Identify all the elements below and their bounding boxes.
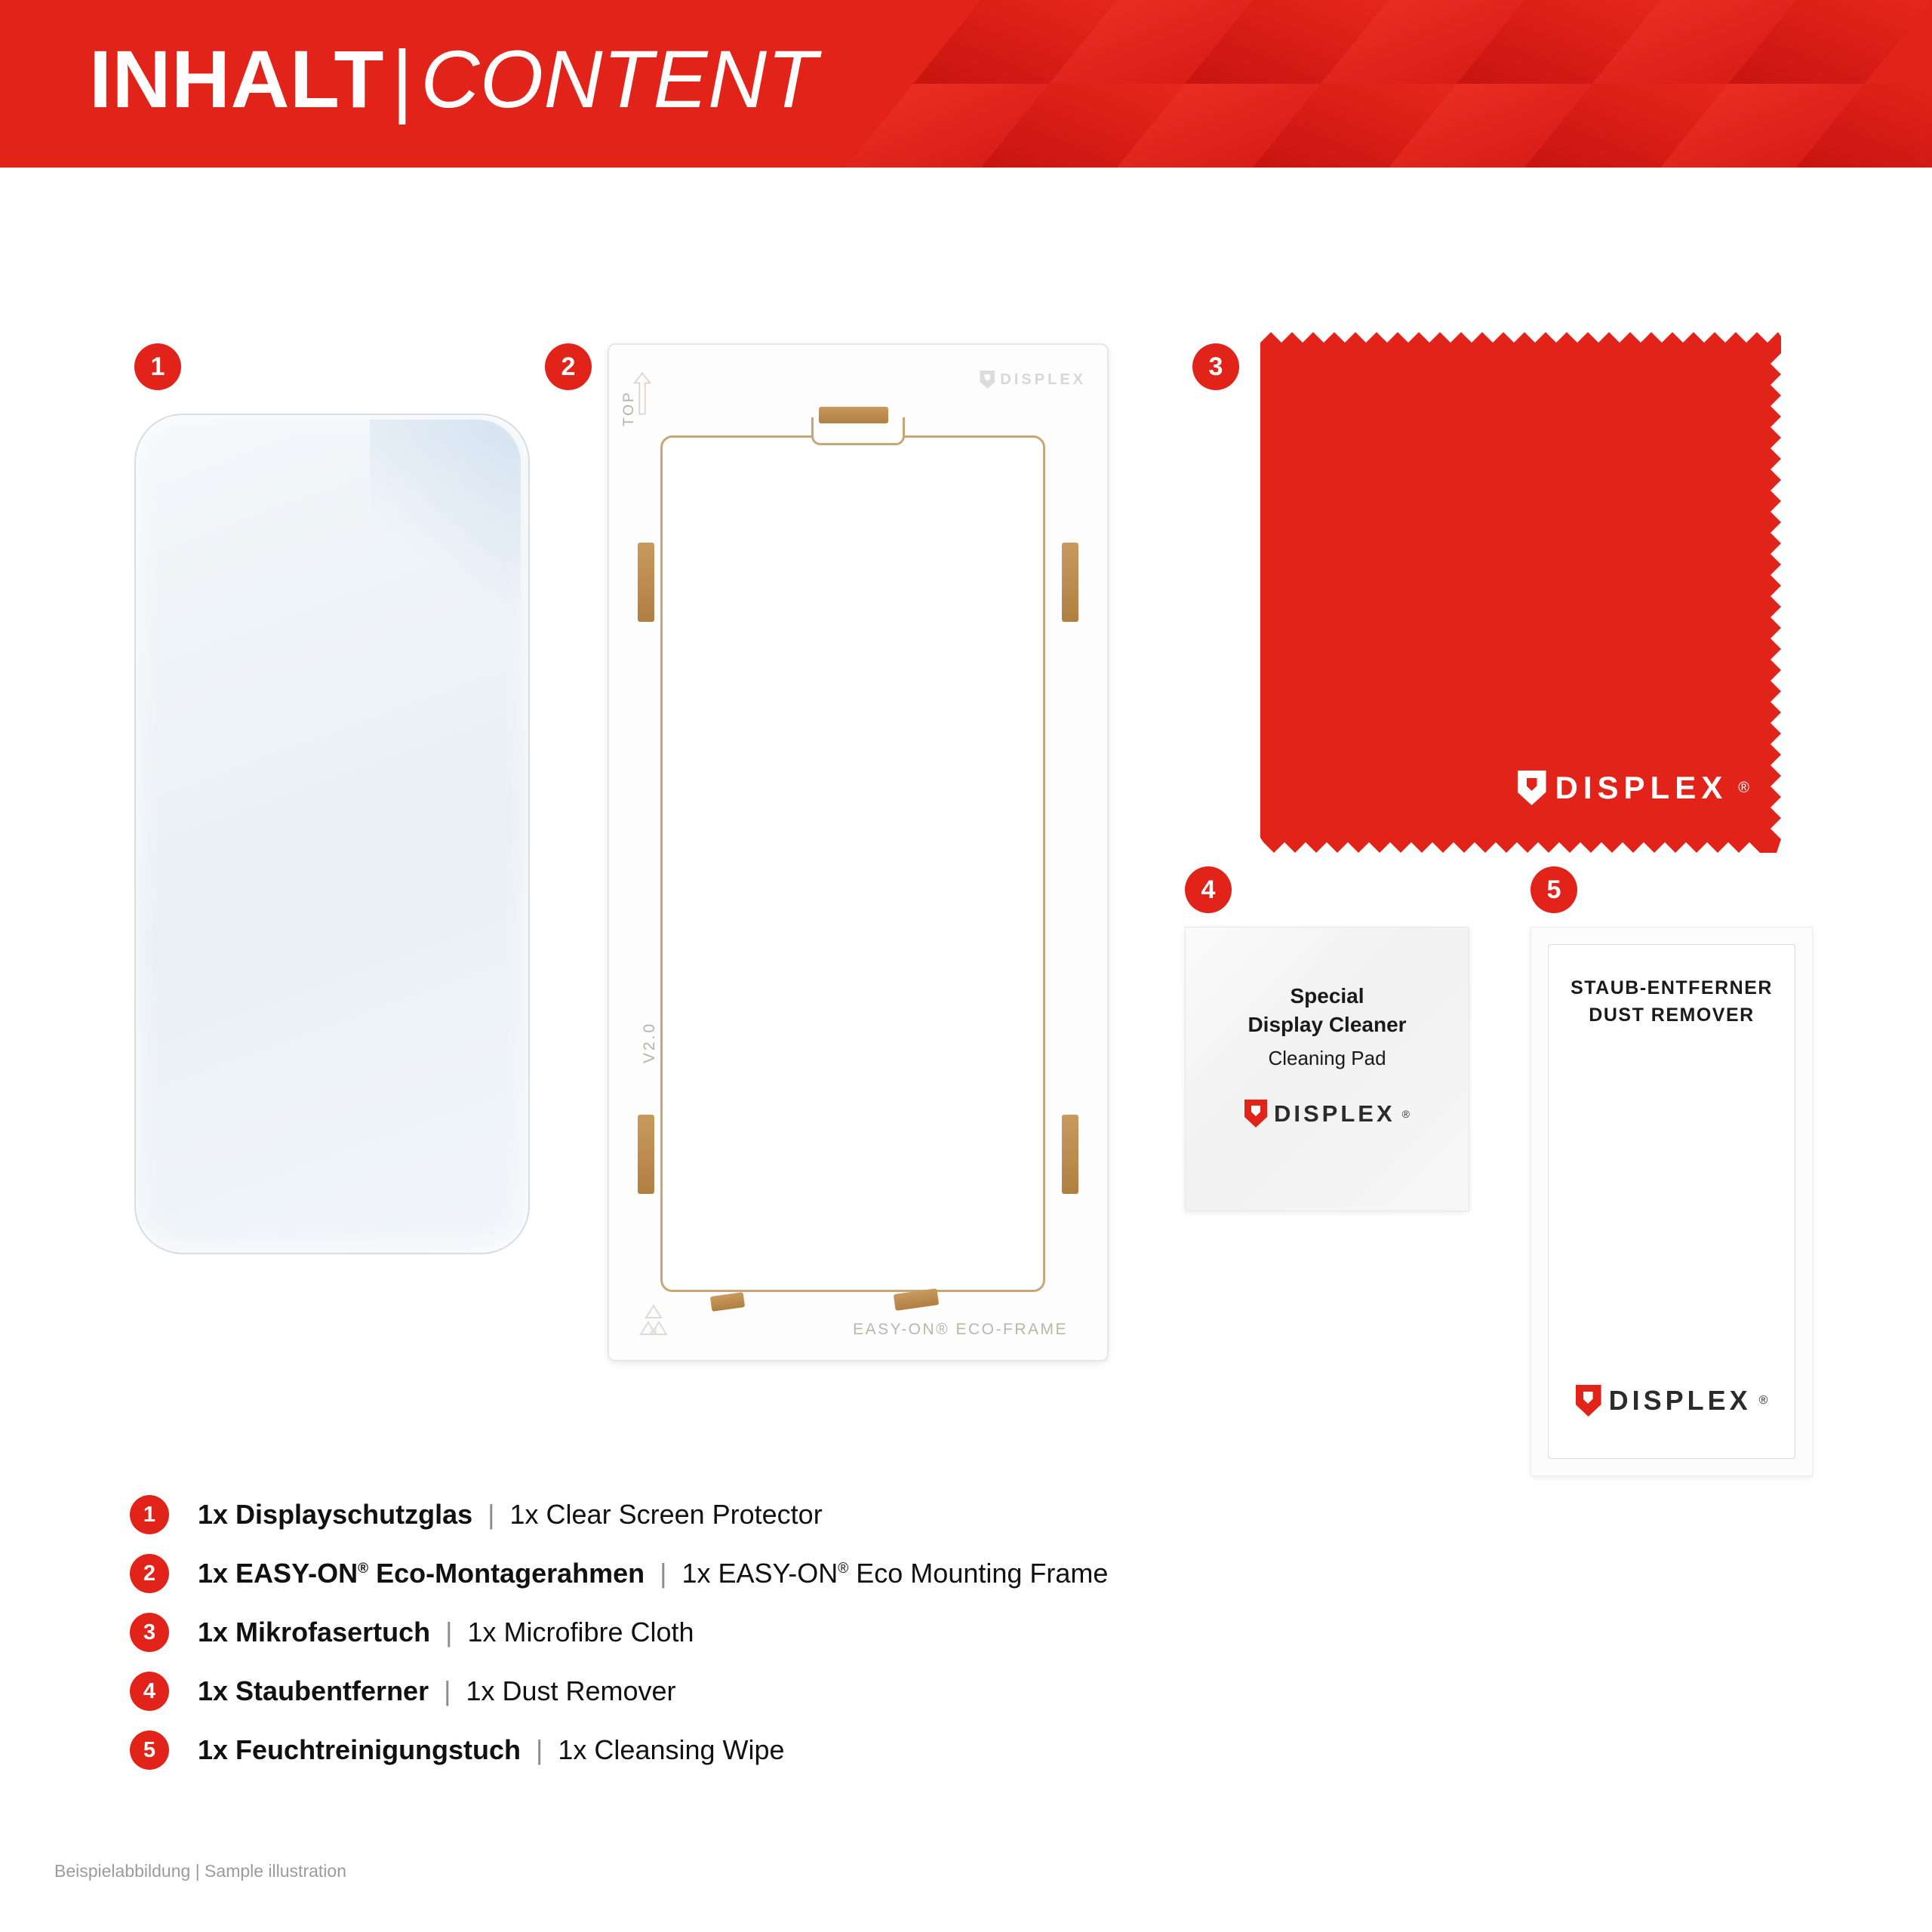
adhesive-tab-left-lower: [638, 1115, 654, 1194]
recycle-icon: [636, 1303, 671, 1342]
legend-item-3-de: 1x Mikrofasertuch: [198, 1617, 431, 1647]
legend-badge-2: 2: [130, 1554, 169, 1593]
dust-remover-displex-logo: [1531, 1385, 1812, 1417]
cloth-logo-registered: ®: [1738, 779, 1749, 796]
legend-item-2-de-pre: 1x EASY-ON: [198, 1558, 358, 1589]
legend-badge-1: 1: [130, 1495, 169, 1534]
legend-item-4-de: 1x Staubentferner: [198, 1675, 429, 1706]
legend-list: [130, 1485, 1488, 1780]
cleaning-pad-subtitle: Cleaning Pad: [1268, 1047, 1386, 1069]
page-header: [0, 0, 1932, 168]
cleaning-pad-title-line1: Special: [1290, 984, 1364, 1008]
svg-text:21: 21: [649, 1327, 658, 1335]
legend-item-5-separator: |: [536, 1734, 543, 1765]
displex-shield-icon: [1576, 1385, 1601, 1417]
legend-item-4-separator: |: [444, 1675, 451, 1706]
legend-item-2-de: [198, 1558, 645, 1589]
dust-remover-title-line1: STAUB-ENTFERNER: [1571, 977, 1773, 998]
dust-remover-logo-registered: ®: [1758, 1394, 1768, 1407]
microfibre-cloth: [1260, 332, 1781, 853]
legend-item-1-separator: |: [488, 1499, 495, 1530]
page-title: [89, 23, 817, 136]
legend-item-1-en: 1x Clear Screen Protector: [509, 1499, 823, 1530]
page-title-en: CONTENT: [420, 33, 817, 125]
legend-item-3-separator: |: [445, 1617, 453, 1647]
legend-item-4-en: 1x Dust Remover: [466, 1675, 676, 1706]
legend-item-2-en-post: Eco Mounting Frame: [848, 1558, 1109, 1589]
dust-remover-sticker: [1531, 927, 1813, 1476]
footnote: Beispielabbildung | Sample illustration: [54, 1861, 346, 1881]
frame-bottom-label: EASY-ON® ECO-FRAME: [853, 1321, 1068, 1338]
legend-badge-3: 3: [130, 1613, 169, 1652]
badge-3: 3: [1192, 343, 1239, 390]
frame-logo-text: DISPLEX: [1000, 371, 1086, 388]
badge-5: 5: [1531, 866, 1577, 913]
adhesive-tab-bottom-left: [710, 1292, 745, 1312]
frame-displex-logo: [980, 371, 1086, 389]
cloth-displex-logo: [1518, 770, 1749, 806]
legend-item-3-en: 1x Microfibre Cloth: [467, 1617, 694, 1647]
legend-item-1: [130, 1485, 1488, 1544]
cleaning-pad-sachet: [1185, 927, 1469, 1211]
legend-item-2-de-post: Eco-Montagerahmen: [368, 1558, 645, 1589]
legend-item-2-en-pre: 1x EASY-ON: [681, 1558, 838, 1589]
legend-item-2-separator: |: [660, 1558, 667, 1589]
page-title-separator: |: [391, 33, 414, 125]
legend-item-2-en: [682, 1558, 1109, 1589]
legend-badge-5: 5: [130, 1730, 169, 1770]
cleaning-pad-title-line2: Display Cleaner: [1247, 1013, 1407, 1036]
displex-shield-icon: [1518, 771, 1546, 805]
dust-remover-logo-text: DISPLEX: [1608, 1385, 1752, 1416]
cleaning-pad-title: [1186, 982, 1469, 1039]
cloth-logo-text: DISPLEX: [1555, 770, 1728, 805]
frame-top-label: TOP: [621, 390, 637, 426]
cleaning-pad-logo-registered: ®: [1401, 1107, 1410, 1120]
legend-badge-4: 4: [130, 1672, 169, 1711]
dust-remover-title-line2: DUST REMOVER: [1589, 1004, 1755, 1026]
legend-item-5-en: 1x Cleansing Wipe: [558, 1734, 785, 1765]
adhesive-tab-right-lower: [1062, 1115, 1078, 1194]
legend-item-2: [130, 1544, 1488, 1603]
legend-item-1-de: 1x Displayschutzglas: [198, 1499, 473, 1530]
displex-shield-icon: [1244, 1100, 1267, 1128]
legend-item-5-de: 1x Feuchtreinigungstuch: [198, 1734, 521, 1765]
cleaning-pad-logo-text: DISPLEX: [1274, 1100, 1395, 1127]
legend-item-4: [130, 1662, 1488, 1721]
dust-remover-title: [1531, 974, 1812, 1029]
adhesive-tab-right-upper: [1062, 543, 1078, 622]
badge-2: 2: [545, 343, 592, 390]
legend-item-2-en-registered: ®: [838, 1561, 849, 1577]
adhesive-tab-left-upper: [638, 543, 654, 622]
badge-4: 4: [1185, 866, 1232, 913]
legend-item-5: [130, 1721, 1488, 1780]
frame-window-cutout: [660, 435, 1045, 1292]
screen-protector-glass: [134, 414, 530, 1254]
eco-mounting-frame: [608, 343, 1109, 1361]
adhesive-tab-top: [819, 407, 888, 423]
page-title-de: INHALT: [89, 33, 384, 125]
displex-shield-icon: [980, 371, 995, 389]
badge-1: 1: [134, 343, 181, 390]
legend-item-2-de-registered: ®: [358, 1561, 369, 1577]
frame-version-text: V2.0: [641, 1021, 658, 1063]
legend-item-3: [130, 1603, 1488, 1662]
cleaning-pad-displex-logo: [1186, 1100, 1469, 1128]
